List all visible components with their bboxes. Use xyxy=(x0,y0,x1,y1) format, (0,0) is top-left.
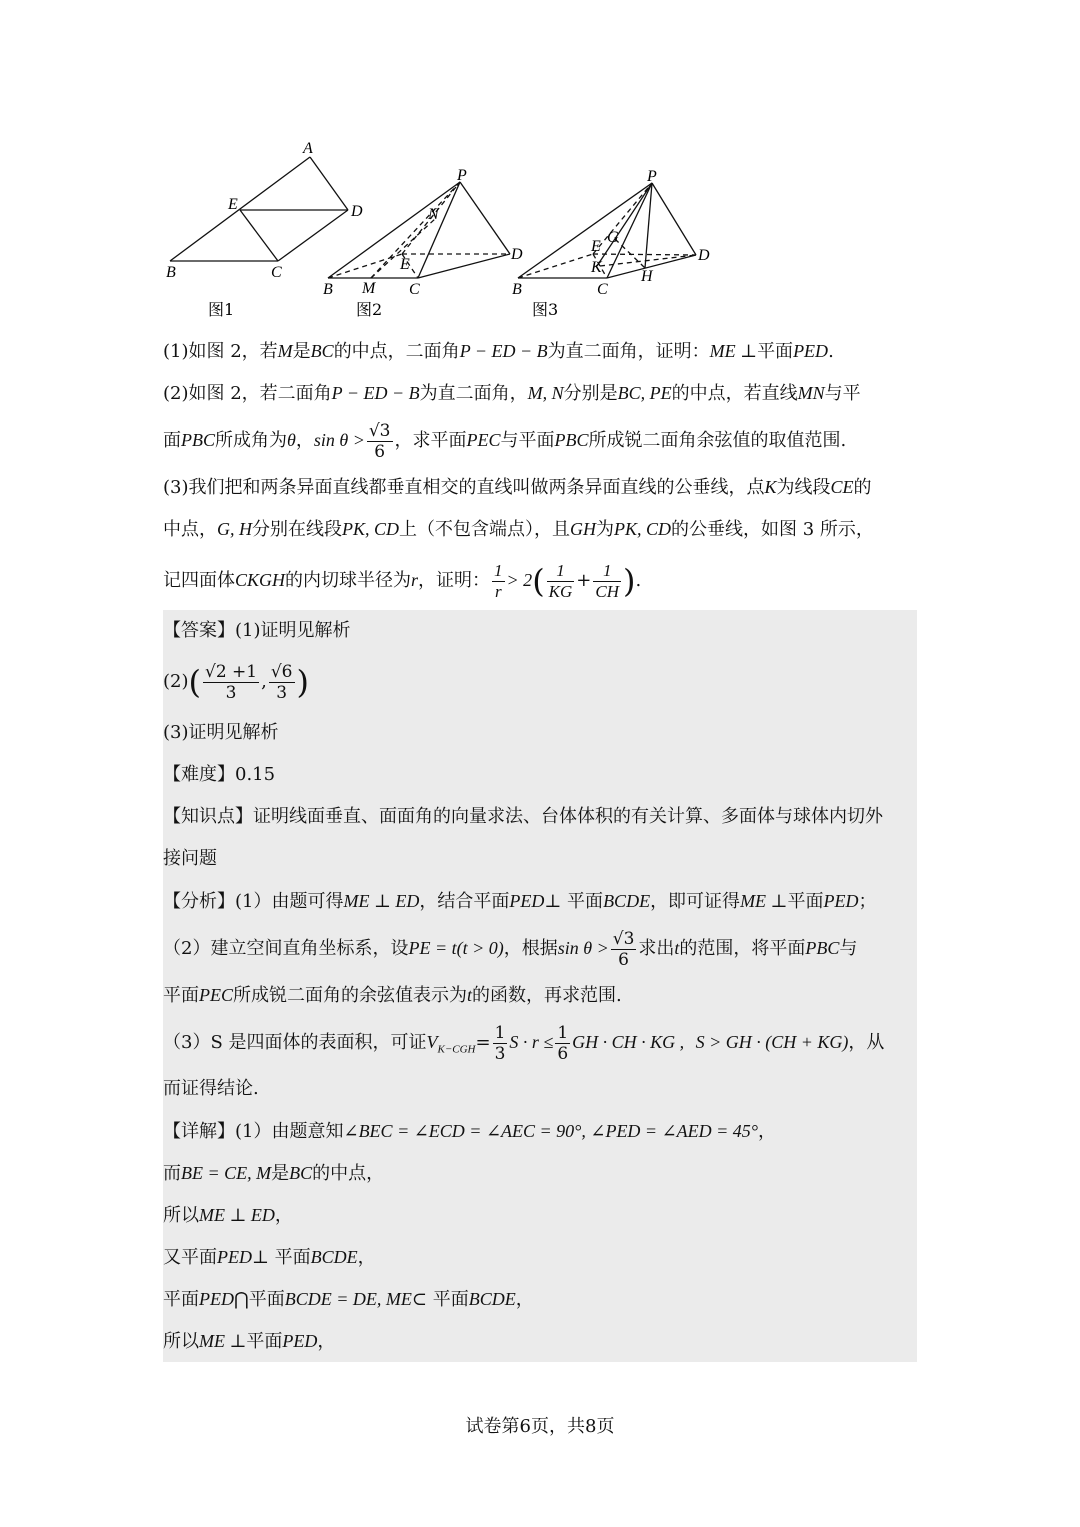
q2-text: 分别是 xyxy=(563,383,618,404)
detail-line-4 xyxy=(163,1236,917,1278)
analysis-text: ，根据 xyxy=(503,938,558,959)
analysis-math: t xyxy=(467,985,473,1005)
fraction xyxy=(493,1023,508,1064)
q3-text: 记四面体 xyxy=(163,570,235,591)
fig2-label-c: C xyxy=(409,281,420,298)
question-1 xyxy=(163,330,917,372)
analysis-text: ，从 xyxy=(848,1032,885,1053)
detail-math: BCDE xyxy=(468,1289,516,1309)
analysis-text: 平面 xyxy=(787,891,824,912)
q1-math: PED xyxy=(793,341,829,361)
numerator: 1 xyxy=(557,1022,569,1043)
fig2-label-p: P xyxy=(457,167,467,184)
detail-math: BCDE = DE, ME xyxy=(284,1289,412,1309)
fraction xyxy=(203,662,259,703)
q2-math: P − ED − B xyxy=(331,383,420,403)
q2-text: 与平 xyxy=(824,383,861,404)
analysis-line-5: 而证得结论. xyxy=(163,1078,259,1099)
fraction xyxy=(593,561,621,602)
left-paren: ( xyxy=(188,663,201,701)
fig2-label-e: E xyxy=(400,256,410,273)
fig3-label-h: H xyxy=(641,268,653,285)
denominator: 3 xyxy=(494,1043,506,1064)
answer-2-prefix: (2) xyxy=(163,671,189,692)
q1-text: 平面 xyxy=(757,341,794,362)
figure-1 xyxy=(170,157,348,261)
fig2-label-n: N xyxy=(428,206,439,223)
analysis-math: sin θ > xyxy=(557,938,609,958)
analysis-math: S > GH · (CH + KG) xyxy=(695,1032,849,1052)
q3-text: 上（不包含端点），且 xyxy=(399,519,571,540)
detail-math: ∠BEC = ∠ECD = ∠AEC = 90°, ∠PED = ∠AED = 45° xyxy=(343,1121,758,1141)
q3-text: ，证明： xyxy=(418,570,491,591)
detail-line-5 xyxy=(163,1278,917,1320)
detail-text: 又平面 xyxy=(163,1247,217,1268)
q1-text: 的中点，二面角 xyxy=(333,341,460,362)
fraction xyxy=(492,561,505,602)
analysis-text: 的范围，将平面 xyxy=(679,938,806,959)
answer-3: (3)证明见解析 xyxy=(163,722,279,743)
q1-math: P − ED − B xyxy=(459,341,548,361)
fig3-label-d: D xyxy=(698,247,710,264)
q3-text: 的内切球半径为 xyxy=(285,570,412,591)
detail-math: PED xyxy=(282,1331,318,1351)
detail-text: ⊂ 平面 xyxy=(411,1289,469,1310)
analysis-text: ； xyxy=(858,891,877,912)
detail-math: BC xyxy=(289,1163,313,1183)
q2-math: PBC xyxy=(554,430,589,450)
detail-text: 平面 xyxy=(163,1289,199,1310)
fig1-label-e: E xyxy=(228,196,238,213)
analysis-text: 与 xyxy=(839,938,858,959)
detail-math: ME ⊥ xyxy=(199,1331,247,1351)
q2-math: M, N xyxy=(527,383,564,403)
analysis-line-3 xyxy=(163,974,917,1016)
difficulty: 【难度】0.15 xyxy=(163,764,276,785)
detail-line-3 xyxy=(163,1194,917,1236)
numerator: 1 xyxy=(547,561,575,582)
fig3-label-k: K xyxy=(591,259,602,276)
q1-math: ME ⊥ xyxy=(709,341,758,361)
q1-text: 为直二面角，证明： xyxy=(547,341,710,362)
fig3-label-c: C xyxy=(597,281,608,298)
analysis-text: ，即可证得 xyxy=(650,891,741,912)
analysis-text: 的函数，再求范围. xyxy=(472,985,622,1006)
q1-text: . xyxy=(828,341,834,362)
analysis-math: PEC xyxy=(199,985,233,1005)
detail-text: 是 xyxy=(271,1163,290,1184)
analysis-math: PBC xyxy=(805,938,840,958)
detail-text: 【详解】(1）由题意知 xyxy=(163,1121,344,1142)
numerator: 1 xyxy=(494,560,503,580)
detail-math: ME ⊥ ED xyxy=(199,1205,275,1225)
fig3-label-e: E xyxy=(591,238,601,255)
q3-text: 分别在线段 xyxy=(252,519,342,540)
fraction xyxy=(547,561,575,602)
analysis-math: S · r ≤ xyxy=(509,1032,554,1052)
numerator: 1 xyxy=(593,561,621,582)
analysis-text: （2）建立空间直角坐标系，设 xyxy=(163,938,409,959)
q3-math: GH xyxy=(570,519,597,539)
fraction xyxy=(367,421,393,462)
page-footer: 试卷第6页，共8页 xyxy=(465,1416,615,1437)
detail-text: 而 xyxy=(163,1163,181,1184)
fraction xyxy=(269,662,295,703)
q3-math: G, H xyxy=(217,519,252,539)
analysis-text: （3）S 是四面体的表面积，可证 xyxy=(163,1032,427,1053)
fraction xyxy=(611,929,637,970)
q2-text: 的中点，若直线 xyxy=(671,383,798,404)
q3-math: r xyxy=(411,570,419,590)
fraction xyxy=(555,1023,570,1064)
denominator: 3 xyxy=(276,682,288,703)
denominator: 6 xyxy=(374,441,386,462)
q2-text: 为直二面角， xyxy=(419,383,528,404)
analysis-text: ⊥ 平面 xyxy=(544,891,604,912)
q1-math: M xyxy=(277,341,293,361)
fig1-caption: 图1 xyxy=(208,300,235,319)
fig2-label-d: D xyxy=(511,246,523,263)
analysis-subscript: K−CGH xyxy=(437,1043,476,1056)
detail-text: ， xyxy=(515,1289,534,1310)
analysis-math: BCDE xyxy=(603,891,651,911)
q2-math: PBC xyxy=(181,430,215,450)
q2-math: θ xyxy=(287,430,296,450)
numerator: 1 xyxy=(494,1022,506,1043)
analysis-math: ME ⊥ xyxy=(740,891,788,911)
analysis-text: 平面 xyxy=(163,985,199,1006)
fig2-label-b: B xyxy=(323,281,333,298)
analysis-line-4 xyxy=(163,1016,917,1068)
q2-math: sin θ > xyxy=(313,430,365,450)
analysis-math: GH · CH · KG , xyxy=(572,1032,685,1052)
knowledge-points-line-1: 【知识点】证明线面垂直、面面角的向量求法、台体体积的有关计算、多面体与球体内切外 xyxy=(163,806,883,827)
q2-text: ，求平面 xyxy=(394,430,467,451)
knowledge-points-line-2: 接问题 xyxy=(163,848,217,869)
q3-math: PK, CD xyxy=(614,519,672,539)
geometry-figures xyxy=(160,135,720,325)
detail-text: ， xyxy=(317,1331,336,1352)
q3-text: . xyxy=(635,570,642,591)
analysis-text: ，结合平面 xyxy=(419,891,510,912)
fig3-label-b: B xyxy=(512,281,522,298)
detail-text: ， xyxy=(274,1205,293,1226)
q3-math: K xyxy=(764,477,777,497)
q3-math: > 2 xyxy=(506,570,533,590)
detail-text: ， xyxy=(758,1121,776,1142)
q2-math: MN xyxy=(797,383,825,403)
fig3-caption: 图3 xyxy=(532,300,559,319)
question-3-line-1 xyxy=(163,466,917,508)
numerator: √2 +1 xyxy=(204,661,258,682)
q3-text: 中点， xyxy=(163,519,217,540)
q3-text: 的 xyxy=(853,477,872,498)
denominator: 3 xyxy=(225,682,237,703)
analysis-math: ME ⊥ ED xyxy=(343,891,420,911)
detail-math: PED xyxy=(217,1247,252,1267)
q3-math: CKGH xyxy=(235,570,286,590)
question-3-line-3 xyxy=(163,550,917,610)
numerator: √6 xyxy=(270,661,293,682)
q2-text: 所成锐二面角余弦值的取值范围. xyxy=(588,430,847,451)
fig1-label-b: B xyxy=(166,264,176,281)
denominator: 6 xyxy=(557,1043,569,1064)
detail-line-2 xyxy=(163,1152,917,1194)
detail-text: ⊥ 平面 xyxy=(252,1247,311,1268)
q1-math: BC xyxy=(310,341,334,361)
q3-text: 为 xyxy=(596,519,615,540)
detail-text: 的中点， xyxy=(312,1163,385,1184)
detail-text: 平面 xyxy=(246,1331,283,1352)
q2-text: 与平面 xyxy=(500,430,555,451)
detail-text: 所以 xyxy=(163,1205,199,1226)
q2-math: BC, PE xyxy=(617,383,672,403)
q2-text: 所成角为 xyxy=(215,430,287,451)
analysis-math: PED xyxy=(509,891,545,911)
fig3-label-p: P xyxy=(647,168,657,185)
denominator: 6 xyxy=(618,949,629,970)
right-paren: ) xyxy=(296,663,309,701)
q1-text: (1)如图 2，若 xyxy=(163,341,278,362)
answer-section xyxy=(163,610,917,1362)
detail-line-1 xyxy=(163,1110,917,1152)
analysis-math: = xyxy=(475,1032,491,1053)
analysis-math: PE = t(t > 0) xyxy=(408,938,504,958)
figure-2 xyxy=(328,182,510,278)
analysis-line-1 xyxy=(163,880,917,922)
denominator: KG xyxy=(548,581,573,601)
detail-text: ， xyxy=(357,1247,376,1268)
analysis-math: PED xyxy=(823,891,859,911)
question-2-line-1 xyxy=(163,372,917,414)
fig1-label-d: D xyxy=(351,203,363,220)
denominator: r xyxy=(494,581,502,601)
analysis-line-2 xyxy=(163,922,917,974)
detail-math: PED xyxy=(199,1289,234,1309)
question-3-line-2 xyxy=(163,508,917,550)
numerator: √3 xyxy=(368,420,391,441)
q3-text: (3)我们把和两条异面直线都垂直相交的直线叫做两条异面直线的公垂线，点 xyxy=(163,477,765,498)
detail-text: ⋂平面 xyxy=(234,1289,285,1310)
detail-math: BCDE xyxy=(310,1247,358,1267)
fig2-label-m: M xyxy=(362,280,376,297)
answer-1: 【答案】(1)证明见解析 xyxy=(163,620,351,641)
q2-text: ， xyxy=(295,430,314,451)
fig1-label-a: A xyxy=(303,140,313,157)
denominator: CH xyxy=(595,581,620,601)
analysis-text: 求出 xyxy=(638,938,675,959)
fig1-label-c: C xyxy=(271,264,282,281)
q1-text: 是 xyxy=(292,341,311,362)
fig2-caption: 图2 xyxy=(356,300,383,319)
analysis-math: V xyxy=(426,1032,438,1052)
answer-2: (2)( $\frac{√2 +1}{3}$ , $\frac{√6}{3}$ ) xyxy=(163,661,309,703)
numerator: √3 xyxy=(612,928,635,949)
q2-text: (2)如图 2，若二面角 xyxy=(163,383,332,404)
analysis-math: t xyxy=(674,938,680,958)
q2-math: PEC xyxy=(466,430,501,450)
q2-text: 面 xyxy=(163,430,181,451)
question-content xyxy=(163,330,917,1362)
analysis-text: 所成锐二面角的余弦值表示为 xyxy=(233,985,467,1006)
q3-text: 的公垂线，如图 3 所示， xyxy=(671,519,874,540)
plus-sign: + xyxy=(576,570,592,591)
q3-math: CE xyxy=(830,477,854,497)
question-2-line-2 xyxy=(163,414,917,466)
detail-math: BE = CE, M xyxy=(181,1163,272,1183)
right-paren: ) xyxy=(623,562,636,600)
figures-area xyxy=(160,135,720,325)
left-paren: ( xyxy=(532,562,545,600)
detail-text: 所以 xyxy=(163,1331,199,1352)
fig3-label-g: G xyxy=(607,229,619,246)
q3-text: 为线段 xyxy=(776,477,831,498)
analysis-text: 【分析】(1）由题可得 xyxy=(163,891,344,912)
detail-line-6 xyxy=(163,1320,917,1362)
q3-math: PK, CD xyxy=(342,519,400,539)
